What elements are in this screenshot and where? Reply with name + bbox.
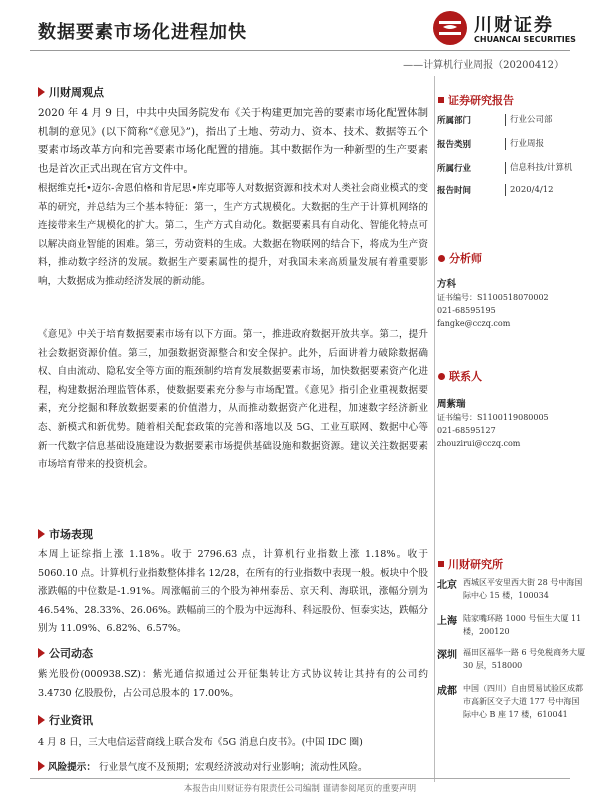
office-address: 西城区平安里西大街 28 号中海国际中心 15 楼，100034: [463, 578, 583, 600]
info-label: 报告时间: [437, 186, 472, 196]
info-row: [437, 114, 587, 126]
info-value: 行业周报: [505, 138, 587, 150]
bullet-triangle-icon: [38, 87, 45, 97]
logo-mark-icon: [432, 10, 468, 46]
logo-text-en: CHUANCAI SECURITIES: [474, 35, 576, 44]
office-address: 陆家嘴环路 1000 号恒生大厦 11 楼，200120: [463, 614, 582, 636]
company-logo: [432, 10, 582, 46]
bullet-dot-icon: [438, 255, 445, 262]
info-row: [437, 162, 587, 174]
bullet-triangle-icon: [38, 761, 45, 771]
section-company: [38, 645, 93, 661]
report-subtitle: ——计算机行业周报（20200412）: [403, 60, 564, 71]
office-address: 福田区福华一路 6 号免税商务大厦 30 层，518000: [463, 648, 586, 670]
info-value: 行业公司部: [505, 114, 587, 126]
paragraph-features: 根据维克托•迈尔-舍恩伯格和肯尼思•库克耶等人对数据资源和技术对人类社会商业模式的变革的研究，并总结为三个基本特征：第一，生产方式规模化。大数据的生产于计算机网络的连接带来生产规模化的扩大。第二，生产方式自动化。数据要素具有自动化、智能化特点可以解决商业智能的困难。第三，劳动资料的生成。大数据在物联网的结合下，将成为生产资料，推动数字经济的发展。数据生产要素属性的提升，对我国未来高质量发展有着重要影响，大数据成为推动经济发展的新动能。: [38, 183, 428, 287]
paragraph-industry: 4 月 8 日，三大电信运营商线上联合发布《5G 消息白皮书》。(中国 IDC 圈): [38, 737, 363, 748]
analyst-email[interactable]: fangke@cczq.com: [437, 319, 511, 328]
info-label: 所属部门: [437, 116, 472, 126]
contact-email[interactable]: zhouzirui@cczq.com: [437, 439, 521, 448]
paragraph-opinion: 《意见》中关于培育数据要素市场有以下方面。第一，推进政府数据开放共享。第二，提升社会数据资源价值。第三，加强数据资源整合和安全保护。此外，后面讲着力破除数据确权、自由流动、隐私安全等方面的瓶颈制约培育发展数据要素市场，加快数据要素资产化进程，构建数据治理监管体系，使数据要素充分参与市场配置。《意见》指引企业重视数据要素，充分挖掘和释放数据要素的价值潜力，从而推动数据资产化进程，加速数字经济新业态、新模式和新优势。随着相关配套政策的完善和落地以及 5G、工业互联网、数据中心等新一代数字信息基础设施建设为数据要素市场提供基础设施和数据资源。建议关注数据要素市场培育带来的投资机会。: [38, 329, 428, 471]
analyst-cert: 证书编号：S1100518070002: [437, 293, 549, 302]
footer-divider: [30, 778, 570, 779]
section-market-label: 市场表现: [49, 528, 93, 541]
bullet-dot-icon: [438, 373, 445, 380]
bullet-triangle-icon: [38, 529, 45, 539]
bullet-triangle-icon: [38, 715, 45, 725]
column-divider: [434, 76, 435, 782]
section-institute-label: 川财研究所: [448, 558, 503, 571]
section-viewpoint: [38, 84, 104, 100]
office-shanghai: [437, 612, 587, 638]
section-industry-label: 行业资讯: [49, 714, 93, 727]
office-city: 北京: [437, 580, 457, 591]
section-report-info: [438, 92, 514, 108]
section-contact-label: 联系人: [449, 370, 482, 383]
info-row: [437, 184, 587, 196]
office-shenzhen: [437, 646, 587, 672]
contact-phone: 021-68595127: [437, 426, 496, 435]
info-label: 所属行业: [437, 164, 472, 174]
risk-text: 行业景气度不及预期；宏观经济波动对行业影响；流动性风险。: [98, 762, 368, 773]
page-title: 数据要素市场化进程加快: [38, 22, 247, 43]
info-value: 2020/4/12: [505, 184, 587, 196]
bullet-square-icon: [438, 97, 444, 103]
logo-text-cn: 川财证券: [474, 15, 554, 36]
section-market: [38, 526, 93, 542]
office-city: 上海: [437, 616, 457, 627]
office-city: 深圳: [437, 650, 457, 661]
bullet-triangle-icon: [38, 648, 45, 658]
report-info-table: [437, 114, 587, 206]
analyst-card: [437, 278, 549, 330]
contact-cert: 证书编号：S1100119080005: [437, 413, 549, 422]
contact-name: 周紫瑞: [437, 399, 466, 410]
paragraph-market: 本周上证综指上涨 1.18%。收于 2796.63 点，计算机行业指数上涨 1.18%。收于 5060.10 点。计算机行业指数整体排名 12/28，在所有的行业指数中表现一般。板块中个股涨跌幅的中位数是-1.91%。周涨幅前三的个股为神州泰岳、京天利、海联讯，涨幅分别为 46.54%、28.33%、26.06%。跌幅前三的个股为中远海科、科远股份、恒泰实达，跌幅分别为 11.09%、6.82%、6.57%。: [38, 549, 429, 635]
analyst-name: 方科: [437, 279, 457, 290]
section-industry: [38, 712, 93, 728]
section-viewpoint-label: 川财周观点: [49, 86, 104, 99]
section-report-info-label: 证券研究报告: [448, 94, 514, 107]
paragraph-company: 紫光股份(000938.SZ)：紫光通信拟通过公开征集转让方式协议转让其持有的公司约 3.4730 亿股股份，占公司总股本的 17.00%。: [38, 669, 428, 699]
risk-warning: [38, 759, 368, 773]
paragraph-intro: 2020 年 4 月 9 日，中共中央国务院发布《关于构建更加完善的要素市场化配置体制机制的意见》(以下简称“《意见》”)，指出了土地、劳动力、资本、技术、数据等五个要素市场改革方向和完善要素市场化配置的措施。其中数据作为一种新型的生产要素也是首次正式出现在官方文件中。: [38, 107, 428, 175]
office-chengdu: [437, 682, 587, 721]
info-row: [437, 138, 587, 150]
bullet-square-icon: [438, 561, 444, 567]
section-institute: [438, 556, 503, 572]
info-label: 报告类别: [437, 140, 472, 150]
analyst-phone: 021-68595195: [437, 306, 496, 315]
info-value: 信息科技/计算机: [505, 162, 587, 174]
section-company-label: 公司动态: [49, 647, 93, 660]
risk-label: 风险提示：: [48, 762, 96, 773]
header-divider: [30, 50, 570, 51]
office-beijing: [437, 576, 587, 602]
contact-card: [437, 398, 549, 450]
section-contact: [438, 368, 482, 384]
office-city: 成都: [437, 686, 457, 697]
page-footer: 本报告由川财证券有限责任公司编制 谨请参阅尾页的重要声明: [183, 784, 417, 794]
section-analyst: [438, 250, 482, 266]
section-analyst-label: 分析师: [449, 252, 482, 265]
office-address: 中国（四川）自由贸易试验区成都市高新区交子大道 177 号中海国际中心 B 座 17 楼，610041: [463, 684, 583, 719]
